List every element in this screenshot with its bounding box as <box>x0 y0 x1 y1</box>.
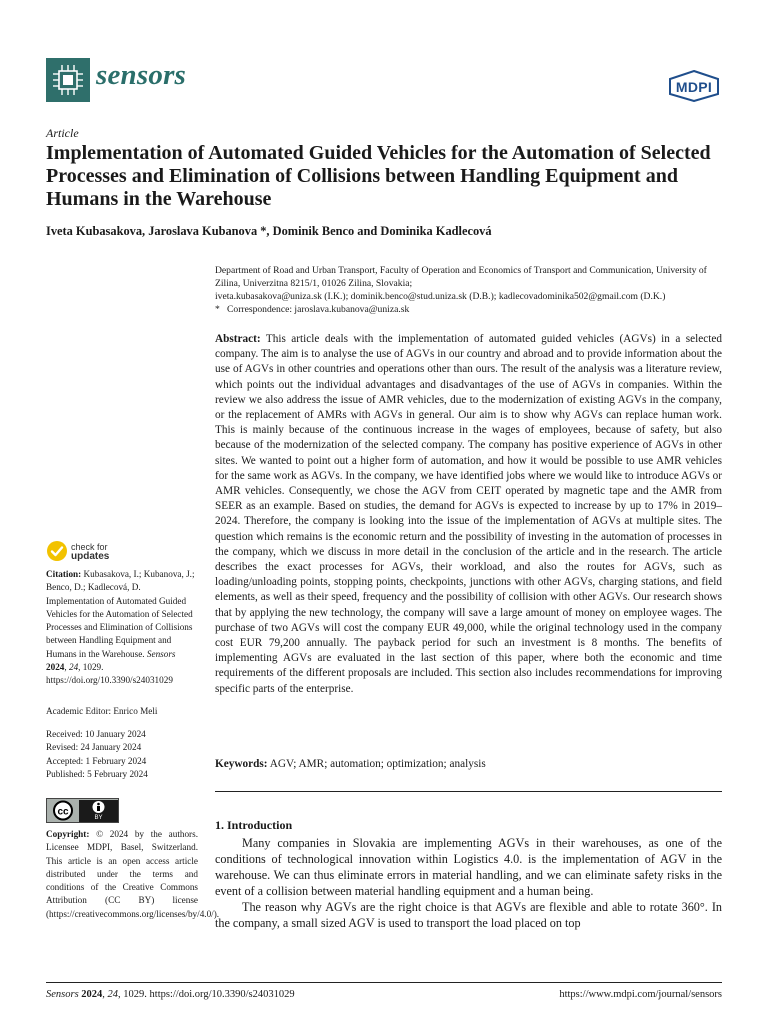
section-divider <box>215 791 722 792</box>
abstract <box>215 332 722 697</box>
date-revised: Revised: 24 January 2024 <box>46 742 142 753</box>
journal-name[interactable]: sensors <box>96 59 187 91</box>
correspondence-star: * <box>215 304 220 315</box>
introduction-paragraph-1: Many companies in Slovakia are implementing AGVs in their warehouses, as one of the conditions of technological innovation within Logistics 4.0. is the implementation of AGV in the warehouse. We can thus eliminate errors in material handling, and we can eliminate safety risks in the event of a collision between material handling equipment and a human being. <box>215 836 722 899</box>
footer-divider <box>46 982 722 983</box>
date-received: Received: 10 January 2024 <box>46 729 146 739</box>
dates-block <box>46 728 198 781</box>
copyright-label: Copyright: <box>46 829 90 839</box>
correspondence-email[interactable]: Correspondence: jaroslava.kubanova@uniza.sk <box>227 304 410 315</box>
cc-by-license-badge[interactable] <box>46 798 119 823</box>
footer-volume: 24 <box>107 989 119 1000</box>
publisher-name: MDPI <box>675 79 713 95</box>
keywords-label: Keywords: <box>215 758 268 770</box>
keywords <box>215 757 722 772</box>
publisher-logo[interactable] <box>668 70 720 102</box>
introduction-body <box>215 835 722 932</box>
citation-block: Citation: Kubasakova, I.; Kubanova, J.; Benco, D.; Kadlecová, D. Implementation of Automated Guided Vehicles for the Automation of Selected Processes and Elimination of Collisions between Handling Equipment and Humans in the Warehouse. Sensors 2024, 24, 1029. https://doi.org/10.3390/s24031029 <box>46 569 195 686</box>
citation-text: Kubasakova, I.; Kubanova, J.; Benco, D.; Kadlecová, D. Implementation of Automated Guided Vehicles for the Automation of Selected Processes and Elimination of Collisions between Handling Equipment and Humans in the Warehouse. <box>46 569 195 659</box>
footer-citation: Sensors 2024, 24, 1029. https://doi.org/10.3390/s24031029 <box>46 989 295 1000</box>
citation-doi[interactable]: https://doi.org/10.3390/s24031029 <box>46 675 173 686</box>
footer-year: 2024 <box>81 989 103 1000</box>
footer-doi[interactable]: , 1029. https://doi.org/10.3390/s24031029 <box>118 989 295 1000</box>
affiliation-emails[interactable]: iveta.kubasakova@uniza.sk (I.K.); dominik.benco@stud.uniza.sk (D.B.); kadlecovadominika502@gmail.com (D.K.) <box>215 291 666 302</box>
check-updates-line1: check for <box>71 542 108 552</box>
copyright-block <box>46 828 220 921</box>
journal-logo-icon <box>46 58 90 102</box>
footer-journal-url[interactable]: https://www.mdpi.com/journal/sensors <box>559 989 722 1000</box>
citation-label: Citation: <box>46 569 82 579</box>
footer-journal: Sensors <box>46 989 79 1000</box>
copyright-text: © 2024 by the authors. Licensee MDPI, Basel, Switzerland. This article is an open access article distributed under the terms and conditions of the Creative Commons Attribution (CC BY) license (https://creativecommons.org/licenses/by/4.0/). <box>46 829 220 919</box>
cc-icon <box>48 800 78 821</box>
abstract-label: Abstract: <box>215 333 261 345</box>
article-title: Implementation of Automated Guided Vehicles for the Automation of Selected Processes and Elimination of Collisions between Handling Equipment and Humans in the Warehouse <box>46 142 711 210</box>
correspondence-line <box>215 303 725 316</box>
citation-pages: , 1029. <box>78 662 104 673</box>
svg-text:cc: cc <box>57 806 69 818</box>
check-updates-icon <box>46 540 68 562</box>
citation-year: 2024 <box>46 662 65 673</box>
introduction-paragraph-2: The reason why AGVs are the right choice is that AGVs are flexible and able to rotate 360°. In the company, a small sized AGV is used to transport the load placed on top <box>215 900 722 931</box>
by-attribution-icon <box>79 800 118 814</box>
check-updates-line2: updates <box>71 551 110 562</box>
abstract-text: This article deals with the implementation of automated guided vehicles (AGVs) in a selected company. The aim is to analyse the use of AGVs in our country and abroad and to provide information about the use of AGVs in other countries and operations other than ours. The result of the analysis was a literature review, which points out the individual advantages and disadvantages of the use of AGVs in companies. Within the review we also address the issue of AMR vehicles, due to the modernization of existing AGVs in the company, or the replacement of AMRs with AGVs in general. Our aim is to show why AGVs can replace human work. This is mainly because of the continuous increase in the wages of employees, because of safety, but also because of the modernization of the selected company. The company has positive experience of AGVs in other sites. We wanted to point out a higher form of automation, and how it would be possible to use AMR vehicles for the same work as AGVs. In the company, we have identified jobs where we would like to introduce AGVs or AMR vehicles. Consequently, we chose the AGV from CEIT operated by magnetic tape and the AMR from SEER as an example. Based on studies, the demand for AGVs is expected to increase by up to 17% in 2019–2024. Therefore, the company is looking into the issue of the implementation of AGVs at multiple sites. The question which remains is the economic return and the possibility of investing in the automation of processes in the company, which we discuss in more detail in the conclusion of the article and in the research. The article describes the exact processes for AGVs, their workload, and also the routes for AGVs, such as loading/unloading points, stopping points, checkpoints, junctions with other AGVs, charging stations, and field elements, as well as their speed, frequency and the possibility of collision with other AGVs. Our research shows that by applying the new technology, the company will save a large amount of money on employee wages. The purchase of two AGVs will cost the company EUR 49,000, while the original technology used in the company cost EUR 79,200 annually. The payback period for such an investment is 8 months. The benefits of implementing AGVs are evaluated in the last section of this paper, where both the economic and time requirements of the different proposals are included. This section also includes recommendations for improving specific parts of the enterprise. <box>215 333 722 695</box>
affiliation-block <box>215 264 725 316</box>
citation-volume: 24 <box>68 662 79 673</box>
affiliation-department: Department of Road and Urban Transport, Faculty of Operation and Economics of Transport and Communication, University of Zilina, Univerzitna 8215/1, 01026 Zilina, Slovakia; <box>215 265 707 289</box>
author-list[interactable]: Iveta Kubasakova, Jaroslava Kubanova *, Dominik Benco and Dominika Kadlecová <box>46 224 492 238</box>
academic-editor: Academic Editor: Enrico Meli <box>46 706 158 716</box>
section-heading-introduction: 1. Introduction <box>215 818 293 832</box>
check-for-updates-badge[interactable] <box>46 540 176 566</box>
by-label: BY <box>79 814 118 822</box>
date-published: Published: 5 February 2024 <box>46 768 148 779</box>
article-type: Article <box>46 126 79 140</box>
keywords-text: AGV; AMR; automation; optimization; analysis <box>269 758 486 770</box>
date-accepted: Accepted: 1 February 2024 <box>46 755 147 766</box>
citation-journal: Sensors <box>146 648 176 659</box>
